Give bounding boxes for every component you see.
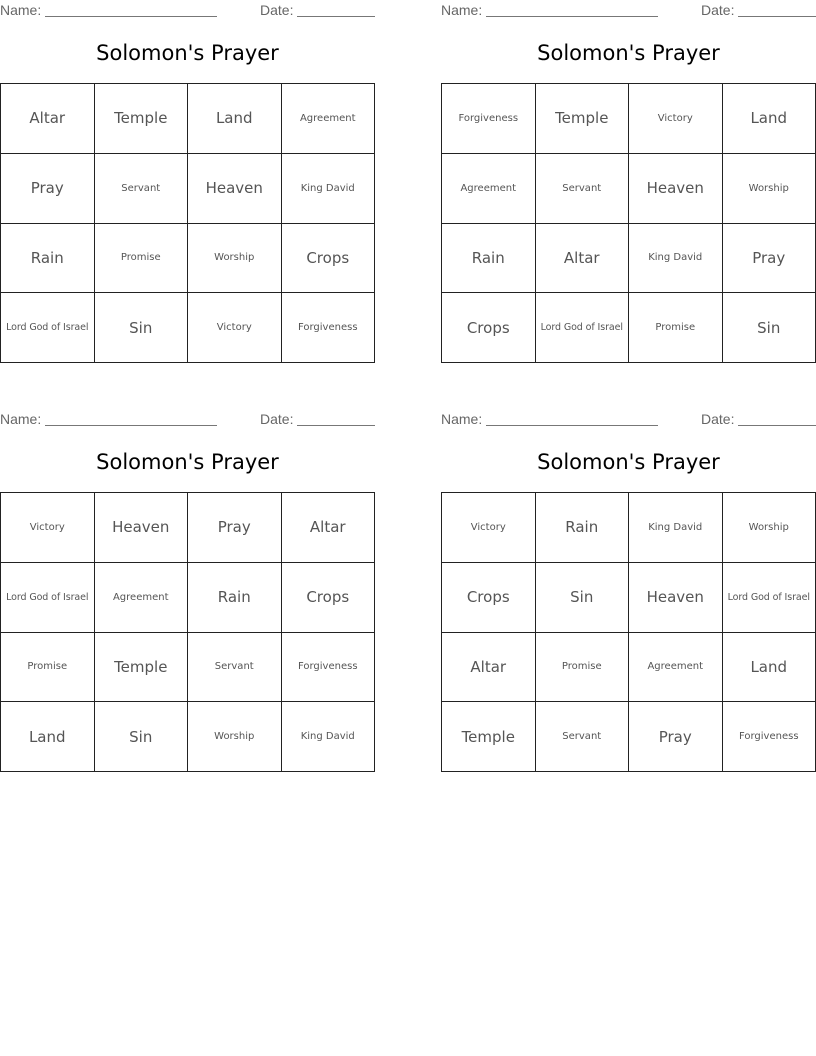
bingo-cell: Rain: [188, 563, 282, 633]
name-date-row: [0, 409, 375, 429]
bingo-cell: Promise: [95, 224, 189, 294]
bingo-cell: King David: [282, 154, 376, 224]
card-title: Solomon's Prayer: [96, 450, 279, 474]
name-date-row: [441, 409, 816, 429]
bingo-cell: King David: [629, 224, 723, 294]
bingo-cell: Lord God of Israel: [1, 563, 95, 633]
bingo-cell: Worship: [723, 154, 816, 224]
date-blank: [297, 425, 375, 426]
name-label: Name:: [0, 2, 42, 18]
name-date-row: [441, 0, 816, 20]
bingo-cell: Heaven: [188, 154, 282, 224]
bingo-cell: Lord God of Israel: [723, 563, 816, 633]
bingo-cell: Crops: [442, 293, 536, 363]
bingo-cell: Forgiveness: [723, 702, 816, 772]
name-label: Name:: [441, 2, 483, 18]
bingo-cell: Temple: [95, 633, 189, 703]
date-blank: [738, 425, 816, 426]
bingo-cell: Rain: [536, 493, 630, 563]
bingo-cell: Servant: [95, 154, 189, 224]
bingo-cell: King David: [629, 493, 723, 563]
date-blank: [738, 16, 816, 17]
bingo-cell: Lord God of Israel: [536, 293, 630, 363]
bingo-cell: Land: [188, 84, 282, 154]
bingo-cell: Victory: [1, 493, 95, 563]
bingo-cell: Promise: [1, 633, 95, 703]
bingo-cell: Forgiveness: [282, 293, 376, 363]
bingo-cell: Servant: [536, 702, 630, 772]
bingo-cell: Pray: [1, 154, 95, 224]
bingo-cell: Sin: [95, 293, 189, 363]
bingo-cell: Victory: [629, 84, 723, 154]
bingo-cell: Worship: [723, 493, 816, 563]
bingo-grid: [441, 83, 816, 363]
bingo-cell: Altar: [1, 84, 95, 154]
bingo-cell: King David: [282, 702, 376, 772]
bingo-cell: Altar: [282, 493, 376, 563]
bingo-cell: Crops: [442, 563, 536, 633]
bingo-cell: Temple: [442, 702, 536, 772]
bingo-cell: Temple: [536, 84, 630, 154]
card-title: Solomon's Prayer: [96, 41, 279, 65]
bingo-cell: Land: [1, 702, 95, 772]
bingo-cell: Altar: [442, 633, 536, 703]
bingo-cell: Agreement: [95, 563, 189, 633]
bingo-cell: Heaven: [629, 154, 723, 224]
name-blank: [45, 16, 217, 17]
bingo-cell: Servant: [536, 154, 630, 224]
name-blank: [486, 425, 658, 426]
card-title: Solomon's Prayer: [537, 450, 720, 474]
date-label: Date:: [701, 411, 735, 427]
bingo-cell: Agreement: [629, 633, 723, 703]
bingo-cell: Rain: [1, 224, 95, 294]
bingo-cell: Altar: [536, 224, 630, 294]
bingo-grid: [441, 492, 816, 772]
bingo-cell: Pray: [629, 702, 723, 772]
date-label: Date:: [260, 2, 294, 18]
date-label: Date:: [260, 411, 294, 427]
bingo-cell: Land: [723, 633, 816, 703]
bingo-cell: Promise: [629, 293, 723, 363]
name-label: Name:: [441, 411, 483, 427]
bingo-cell: Crops: [282, 224, 376, 294]
bingo-cell: Land: [723, 84, 816, 154]
bingo-cell: Sin: [536, 563, 630, 633]
bingo-grid: [0, 83, 375, 363]
bingo-cell: Heaven: [629, 563, 723, 633]
name-label: Name:: [0, 411, 42, 427]
bingo-cell: Forgiveness: [442, 84, 536, 154]
bingo-cell: Forgiveness: [282, 633, 376, 703]
bingo-cell: Agreement: [282, 84, 376, 154]
name-date-row: [0, 0, 375, 20]
name-blank: [486, 16, 658, 17]
bingo-cell: Crops: [282, 563, 376, 633]
bingo-cell: Servant: [188, 633, 282, 703]
name-blank: [45, 425, 217, 426]
date-label: Date:: [701, 2, 735, 18]
bingo-cell: Sin: [723, 293, 816, 363]
card-title: Solomon's Prayer: [537, 41, 720, 65]
bingo-cell: Pray: [723, 224, 816, 294]
bingo-cell: Sin: [95, 702, 189, 772]
bingo-cell: Worship: [188, 702, 282, 772]
bingo-cell: Agreement: [442, 154, 536, 224]
bingo-cell: Temple: [95, 84, 189, 154]
bingo-cell: Rain: [442, 224, 536, 294]
bingo-cell: Promise: [536, 633, 630, 703]
bingo-cell: Pray: [188, 493, 282, 563]
bingo-cell: Victory: [442, 493, 536, 563]
bingo-cell: Victory: [188, 293, 282, 363]
bingo-grid: [0, 492, 375, 772]
bingo-cell: Heaven: [95, 493, 189, 563]
bingo-cell: Lord God of Israel: [1, 293, 95, 363]
date-blank: [297, 16, 375, 17]
bingo-cell: Worship: [188, 224, 282, 294]
